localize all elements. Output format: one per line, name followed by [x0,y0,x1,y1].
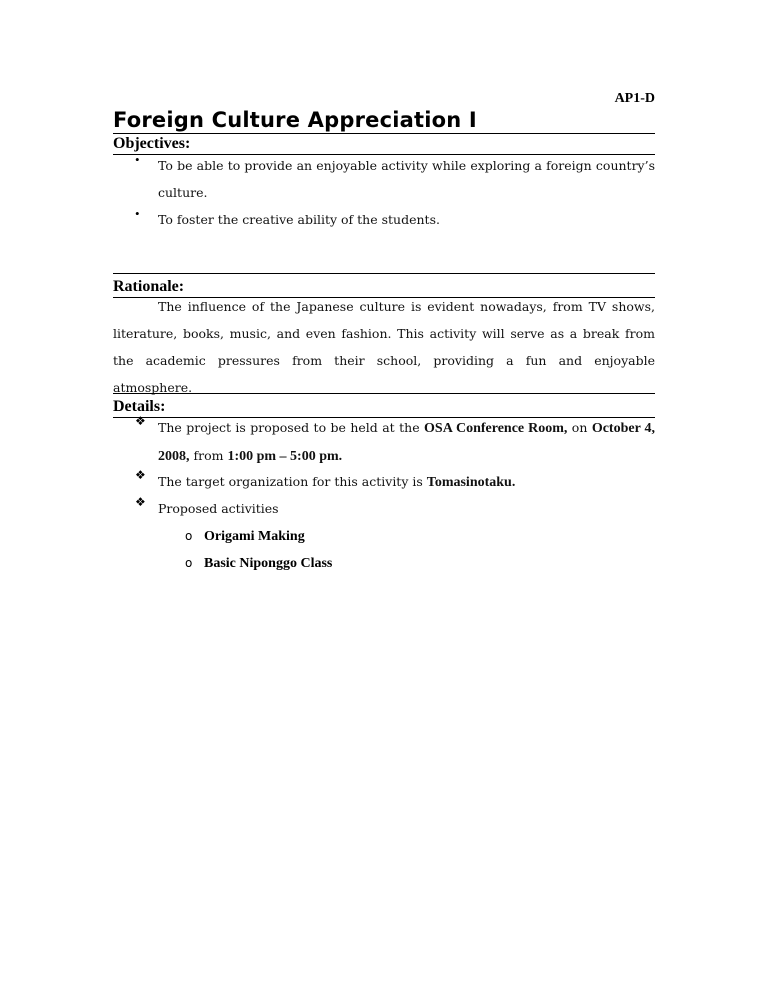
circle-bullet-icon: o [185,556,193,570]
event-date: October 4, 2008, [158,421,655,464]
section-divider [113,273,655,274]
objectives-heading: Objectives: [113,134,655,155]
activity-item [185,528,305,545]
activity-name: Origami Making [204,529,305,544]
activity-item [185,555,332,572]
target-text: The target organization for this activity is Tomasinotaku. [158,474,516,490]
detail-item-proposed [113,495,655,522]
event-time: 1:00 pm – 5:00 pm. [227,449,343,464]
objective-text: To foster the creative ability of the students. [158,212,440,227]
section-divider [113,393,655,394]
bullet-icon: • [135,206,140,221]
objective-item [113,206,655,233]
objective-item [113,152,655,206]
circle-bullet-icon: o [185,529,193,543]
diamond-bullet-icon: ❖ [135,468,146,482]
activity-name: Basic Niponggo Class [204,556,333,571]
document-title: Foreign Culture Appreciation I [113,108,655,134]
detail-item-target [113,468,655,496]
document-code: AP1-D [614,91,655,106]
bullet-icon: • [135,152,140,167]
diamond-bullet-icon: ❖ [135,414,146,428]
diamond-bullet-icon: ❖ [135,495,146,509]
details-heading: Details: [113,397,655,418]
venue-text: The project is proposed to be held at the OSA Conference Room, on October 4, 2008, from 1:00 pm – 5:00 pm. [158,420,655,464]
proposed-activities-label: Proposed activities [158,501,279,516]
objective-text: To be able to provide an enjoyable activity while exploring a foreign country’s culture. [158,158,655,200]
detail-item-venue [113,414,655,470]
rationale-heading: Rationale: [113,277,655,298]
target-organization: Tomasinotaku. [426,475,516,490]
rationale-paragraph: The influence of the Japanese culture is evident nowadays, from TV shows, literature, books, music, and even fashion. This activity will serve as a break from the academic pressures from their school, providing a fun and enjoyable atmosphere. [113,299,655,395]
venue-place: OSA Conference Room, [424,421,568,436]
